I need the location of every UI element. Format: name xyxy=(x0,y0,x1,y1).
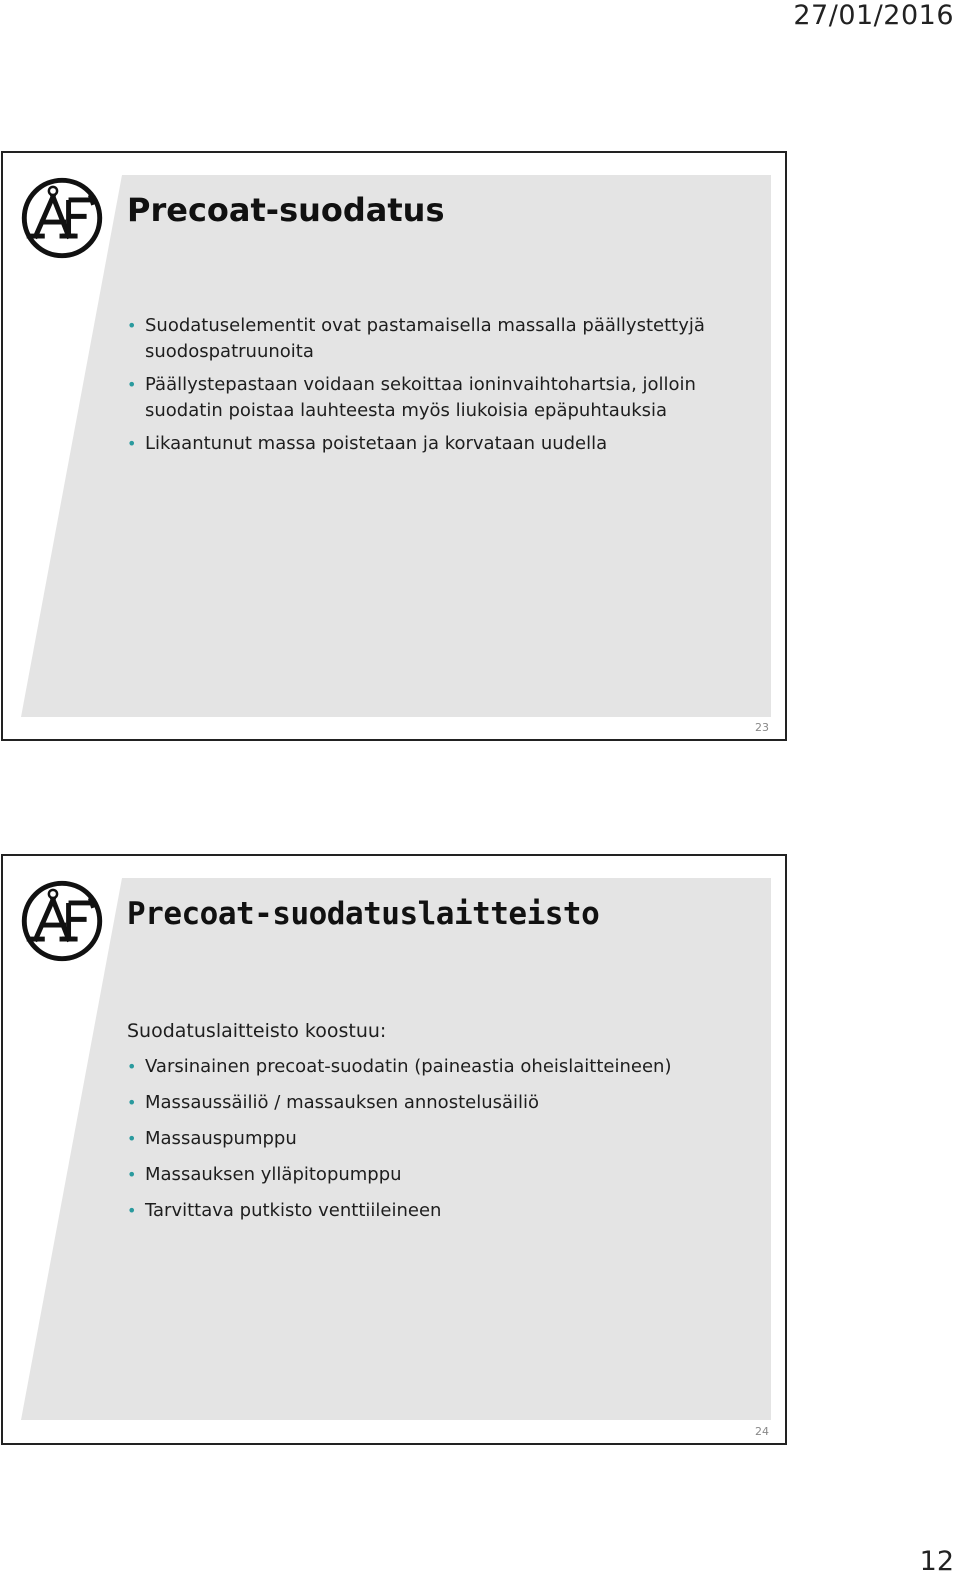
bullet-text: Massauspumppu xyxy=(145,1128,297,1149)
page-number: 12 xyxy=(919,1546,954,1577)
bullet-text: Tarvittava putkisto venttiileineen xyxy=(145,1200,442,1221)
slide-24 xyxy=(1,854,787,1445)
bullet-marker: • xyxy=(127,1129,137,1148)
bullet-text: Suodatuselementit ovat pastamaisella massalla päällystettyjä suodospatruunoita xyxy=(145,315,705,362)
bullet-text: Likaantunut massa poistetaan ja korvataan uudella xyxy=(145,433,608,454)
bullet-marker: • xyxy=(127,1165,137,1184)
organization-logo-icon xyxy=(21,177,103,259)
slide-number: 23 xyxy=(755,721,769,734)
bullet-text: Päällystepastaan voidaan sekoittaa ioninvaihtohartsia, jolloin suodatin poistaa lauhteesta myös liukoisia epäpuhtauksia xyxy=(145,374,696,421)
bullet-text: Massauksen ylläpitopumppu xyxy=(145,1164,402,1185)
list-item xyxy=(127,372,727,424)
list-item xyxy=(127,1198,747,1224)
slide-23 xyxy=(1,151,787,741)
slide-title: Precoat-suodatus xyxy=(127,191,445,229)
list-item xyxy=(127,313,727,365)
bullet-marker: • xyxy=(127,375,137,394)
bullet-text: Massaussäiliö / massauksen annostelusäiliö xyxy=(145,1092,540,1113)
slide-title: Precoat-suodatuslaitteisto xyxy=(127,896,600,932)
bullet-marker: • xyxy=(127,1201,137,1220)
list-item xyxy=(127,431,727,457)
bullet-marker: • xyxy=(127,1093,137,1112)
list-item xyxy=(127,1090,747,1116)
bullet-text: Varsinainen precoat-suodatin (paineastia oheislaitteineen) xyxy=(145,1056,672,1077)
bullet-marker: • xyxy=(127,434,137,453)
bullet-marker: • xyxy=(127,316,137,335)
bullet-list xyxy=(127,1054,747,1234)
bullet-list xyxy=(127,313,727,464)
bullet-marker: • xyxy=(127,1057,137,1076)
header-date: 27/01/2016 xyxy=(793,0,954,31)
list-item xyxy=(127,1054,747,1080)
list-item xyxy=(127,1126,747,1152)
organization-logo-icon xyxy=(21,880,103,962)
slide-number: 24 xyxy=(755,1425,769,1438)
list-item xyxy=(127,1162,747,1188)
intro-text: Suodatuslaitteisto koostuu: xyxy=(127,1020,387,1042)
